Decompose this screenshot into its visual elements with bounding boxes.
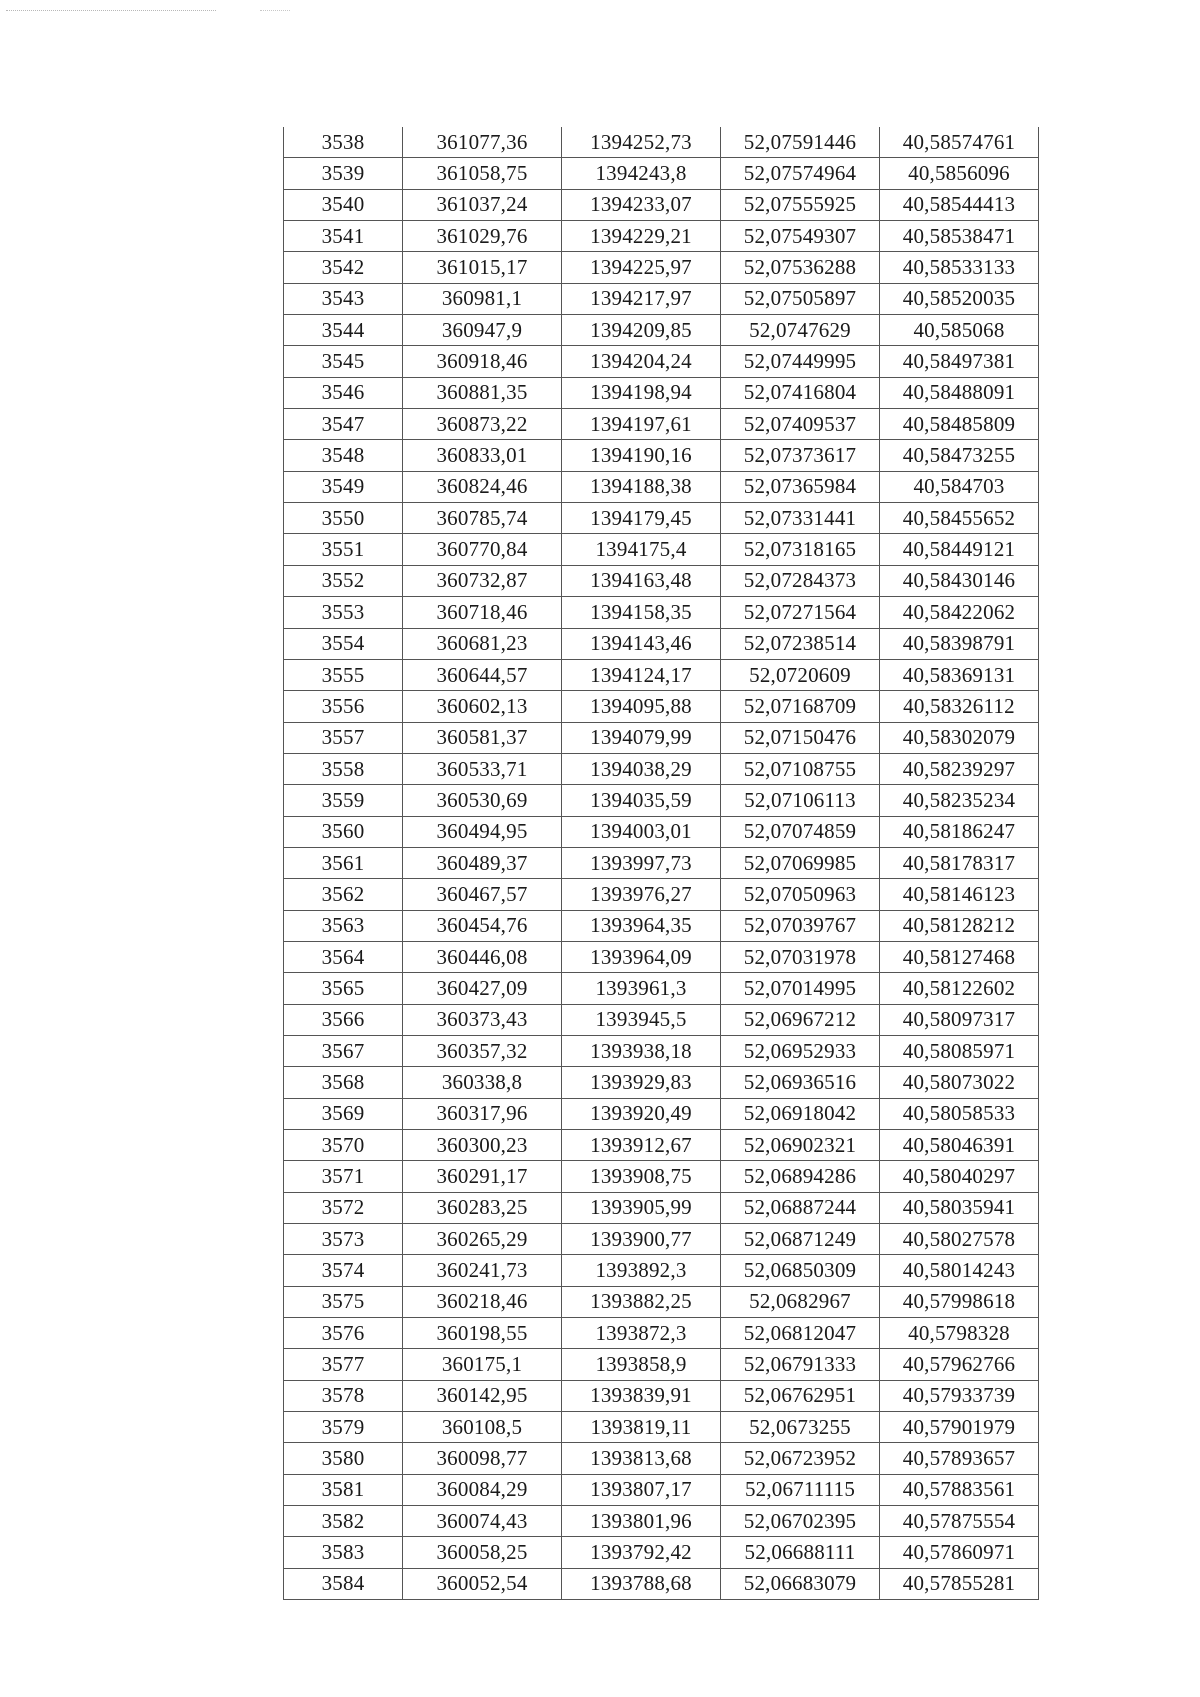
table-cell: 360108,5 [403, 1412, 562, 1443]
table-cell: 3572 [284, 1192, 403, 1223]
table-cell: 52,07106113 [721, 785, 880, 816]
table-cell: 52,07574964 [721, 158, 880, 189]
table-cell: 1393819,11 [562, 1412, 721, 1443]
table-cell: 1394003,01 [562, 816, 721, 847]
table-cell: 1394190,16 [562, 440, 721, 471]
table-cell: 360373,43 [403, 1004, 562, 1035]
table-row [284, 377, 1039, 408]
table-cell: 40,58122602 [880, 973, 1039, 1004]
table-cell: 40,57883561 [880, 1474, 1039, 1505]
table-cell: 3538 [284, 127, 403, 158]
table-cell: 360241,73 [403, 1255, 562, 1286]
table-cell: 1393945,5 [562, 1004, 721, 1035]
table-cell: 52,07284373 [721, 565, 880, 596]
table-row [284, 1255, 1039, 1286]
table-row [284, 1349, 1039, 1380]
table-cell: 3553 [284, 597, 403, 628]
table-cell: 3557 [284, 722, 403, 753]
table-cell: 3550 [284, 503, 403, 534]
table-cell: 40,58369131 [880, 659, 1039, 690]
table-cell: 360317,96 [403, 1098, 562, 1129]
coordinates-table [283, 127, 1039, 1600]
table-cell: 1393801,96 [562, 1506, 721, 1537]
table-cell: 3581 [284, 1474, 403, 1505]
table-cell: 40,58073022 [880, 1067, 1039, 1098]
table-cell: 40,58449121 [880, 534, 1039, 565]
table-cell: 52,06762951 [721, 1380, 880, 1411]
table-cell: 3574 [284, 1255, 403, 1286]
table-cell: 1393792,42 [562, 1537, 721, 1568]
table-cell: 3552 [284, 565, 403, 596]
table-row [284, 628, 1039, 659]
table-cell: 360533,71 [403, 753, 562, 784]
table-cell: 3539 [284, 158, 403, 189]
table-row [284, 189, 1039, 220]
table-cell: 52,07449995 [721, 346, 880, 377]
table-row [284, 910, 1039, 941]
table-cell: 360052,54 [403, 1568, 562, 1599]
table-row [284, 1224, 1039, 1255]
table-cell: 52,06918042 [721, 1098, 880, 1129]
table-row [284, 565, 1039, 596]
table-cell: 52,07238514 [721, 628, 880, 659]
table-cell: 52,06683079 [721, 1568, 880, 1599]
table-cell: 40,58544413 [880, 189, 1039, 220]
table-cell: 1393788,68 [562, 1568, 721, 1599]
table-cell: 360644,57 [403, 659, 562, 690]
table-cell: 3578 [284, 1380, 403, 1411]
table-cell: 40,58520035 [880, 283, 1039, 314]
table-cell: 40,58040297 [880, 1161, 1039, 1192]
table-cell: 40,58235234 [880, 785, 1039, 816]
table-cell: 40,58085971 [880, 1035, 1039, 1066]
table-cell: 360218,46 [403, 1286, 562, 1317]
table-cell: 360681,23 [403, 628, 562, 659]
table-cell: 3559 [284, 785, 403, 816]
table-cell: 1393929,83 [562, 1067, 721, 1098]
table-cell: 360074,43 [403, 1506, 562, 1537]
table-cell: 1394217,97 [562, 283, 721, 314]
table-cell: 40,58239297 [880, 753, 1039, 784]
table-cell: 1393976,27 [562, 879, 721, 910]
table-cell: 1394209,85 [562, 315, 721, 346]
table-cell: 1394158,35 [562, 597, 721, 628]
table-row [284, 1412, 1039, 1443]
table-cell: 40,58430146 [880, 565, 1039, 596]
table-cell: 360494,95 [403, 816, 562, 847]
table-cell: 360581,37 [403, 722, 562, 753]
table-cell: 3543 [284, 283, 403, 314]
table-cell: 1394038,29 [562, 753, 721, 784]
table-row [284, 221, 1039, 252]
table-cell: 3544 [284, 315, 403, 346]
table-cell: 360732,87 [403, 565, 562, 596]
table-cell: 52,06902321 [721, 1130, 880, 1161]
table-cell: 40,57962766 [880, 1349, 1039, 1380]
table-cell: 52,07416804 [721, 377, 880, 408]
table-cell: 360918,46 [403, 346, 562, 377]
table-cell: 3562 [284, 879, 403, 910]
table-cell: 3583 [284, 1537, 403, 1568]
table-cell: 52,06723952 [721, 1443, 880, 1474]
table-cell: 52,07031978 [721, 941, 880, 972]
table-cell: 40,57998618 [880, 1286, 1039, 1317]
table-row [284, 597, 1039, 628]
table-cell: 360824,46 [403, 471, 562, 502]
table-cell: 3558 [284, 753, 403, 784]
table-cell: 52,07074859 [721, 816, 880, 847]
table-cell: 40,58398791 [880, 628, 1039, 659]
table-cell: 52,06688111 [721, 1537, 880, 1568]
table-cell: 1394233,07 [562, 189, 721, 220]
table-cell: 3540 [284, 189, 403, 220]
table-cell: 52,06711115 [721, 1474, 880, 1505]
table-cell: 52,06812047 [721, 1318, 880, 1349]
table-cell: 360084,29 [403, 1474, 562, 1505]
table-cell: 40,58497381 [880, 346, 1039, 377]
table-cell: 40,58014243 [880, 1255, 1039, 1286]
table-cell: 1393908,75 [562, 1161, 721, 1192]
table-cell: 40,57855281 [880, 1568, 1039, 1599]
table-cell: 3551 [284, 534, 403, 565]
table-cell: 360489,37 [403, 847, 562, 878]
table-cell: 40,58097317 [880, 1004, 1039, 1035]
table-cell: 1394252,73 [562, 127, 721, 158]
table-cell: 360175,1 [403, 1349, 562, 1380]
table-cell: 3584 [284, 1568, 403, 1599]
table-cell: 360833,01 [403, 440, 562, 471]
table-row [284, 158, 1039, 189]
table-row [284, 722, 1039, 753]
table-cell: 1394229,21 [562, 221, 721, 252]
table-row [284, 283, 1039, 314]
table-cell: 360530,69 [403, 785, 562, 816]
table-cell: 40,58128212 [880, 910, 1039, 941]
table-cell: 1393964,09 [562, 941, 721, 972]
table-cell: 360098,77 [403, 1443, 562, 1474]
scan-artifact [260, 10, 290, 12]
table-row [284, 1004, 1039, 1035]
table-row [284, 1192, 1039, 1223]
table-row [284, 847, 1039, 878]
table-cell: 360446,08 [403, 941, 562, 972]
table-row [284, 753, 1039, 784]
table-cell: 3575 [284, 1286, 403, 1317]
table-cell: 360198,55 [403, 1318, 562, 1349]
table-row [284, 1380, 1039, 1411]
table-cell: 52,06850309 [721, 1255, 880, 1286]
table-cell: 40,58178317 [880, 847, 1039, 878]
table-cell: 360357,32 [403, 1035, 562, 1066]
table-cell: 3563 [284, 910, 403, 941]
table-cell: 3576 [284, 1318, 403, 1349]
table-cell: 3547 [284, 409, 403, 440]
table-cell: 361077,36 [403, 127, 562, 158]
table-cell: 40,58127468 [880, 941, 1039, 972]
table-cell: 3561 [284, 847, 403, 878]
table-cell: 3560 [284, 816, 403, 847]
table-cell: 40,58455652 [880, 503, 1039, 534]
table-cell: 3566 [284, 1004, 403, 1035]
table-cell: 360427,09 [403, 973, 562, 1004]
table-cell: 40,58046391 [880, 1130, 1039, 1161]
table-cell: 52,0673255 [721, 1412, 880, 1443]
table-cell: 40,57901979 [880, 1412, 1039, 1443]
table-cell: 52,07409537 [721, 409, 880, 440]
table-cell: 360338,8 [403, 1067, 562, 1098]
table-cell: 360981,1 [403, 283, 562, 314]
table-cell: 52,0682967 [721, 1286, 880, 1317]
table-cell: 1394035,59 [562, 785, 721, 816]
table-cell: 40,58422062 [880, 597, 1039, 628]
table-cell: 3582 [284, 1506, 403, 1537]
table-cell: 3545 [284, 346, 403, 377]
table-cell: 360291,17 [403, 1161, 562, 1192]
table-cell: 1393997,73 [562, 847, 721, 878]
table-cell: 360058,25 [403, 1537, 562, 1568]
table-cell: 52,07108755 [721, 753, 880, 784]
table-cell: 1394225,97 [562, 252, 721, 283]
table-cell: 40,58485809 [880, 409, 1039, 440]
table-row [284, 1161, 1039, 1192]
table-row [284, 816, 1039, 847]
table-cell: 3569 [284, 1098, 403, 1129]
table-cell: 1394179,45 [562, 503, 721, 534]
table-cell: 52,07014995 [721, 973, 880, 1004]
table-cell: 360785,74 [403, 503, 562, 534]
table-cell: 52,06887244 [721, 1192, 880, 1223]
table-cell: 1393900,77 [562, 1224, 721, 1255]
table-cell: 40,58574761 [880, 127, 1039, 158]
table-cell: 52,07365984 [721, 471, 880, 502]
table-cell: 52,06936516 [721, 1067, 880, 1098]
table-row [284, 315, 1039, 346]
table-cell: 1393813,68 [562, 1443, 721, 1474]
table-cell: 1393961,3 [562, 973, 721, 1004]
table-row [284, 440, 1039, 471]
table-cell: 52,0747629 [721, 315, 880, 346]
table-cell: 1394079,99 [562, 722, 721, 753]
table-cell: 361058,75 [403, 158, 562, 189]
table-cell: 40,58473255 [880, 440, 1039, 471]
table-cell: 40,58186247 [880, 816, 1039, 847]
table-cell: 360602,13 [403, 691, 562, 722]
table-cell: 1394197,61 [562, 409, 721, 440]
table-cell: 52,06894286 [721, 1161, 880, 1192]
table-cell: 360881,35 [403, 377, 562, 408]
table-row [284, 659, 1039, 690]
table-cell: 1394243,8 [562, 158, 721, 189]
table-cell: 1393872,3 [562, 1318, 721, 1349]
scan-artifact [6, 10, 216, 12]
table-cell: 1394163,48 [562, 565, 721, 596]
table-cell: 40,58326112 [880, 691, 1039, 722]
table-cell: 52,07271564 [721, 597, 880, 628]
table-cell: 1393912,67 [562, 1130, 721, 1161]
table-cell: 52,07536288 [721, 252, 880, 283]
table-cell: 40,58302079 [880, 722, 1039, 753]
table-cell: 52,07150476 [721, 722, 880, 753]
table-cell: 52,06952933 [721, 1035, 880, 1066]
table-cell: 3542 [284, 252, 403, 283]
table-row [284, 1130, 1039, 1161]
table-row [284, 785, 1039, 816]
table-cell: 3565 [284, 973, 403, 1004]
table-row [284, 346, 1039, 377]
table-cell: 52,06967212 [721, 1004, 880, 1035]
table-row [284, 127, 1039, 158]
table-row [284, 1035, 1039, 1066]
table-cell: 3579 [284, 1412, 403, 1443]
table-cell: 52,06791333 [721, 1349, 880, 1380]
table-cell: 3564 [284, 941, 403, 972]
table-cell: 1393839,91 [562, 1380, 721, 1411]
table-cell: 52,07318165 [721, 534, 880, 565]
table-cell: 1393892,3 [562, 1255, 721, 1286]
table-row [284, 941, 1039, 972]
table-cell: 52,07168709 [721, 691, 880, 722]
table-cell: 360718,46 [403, 597, 562, 628]
table-cell: 3546 [284, 377, 403, 408]
table-cell: 40,58533133 [880, 252, 1039, 283]
table-cell: 1393938,18 [562, 1035, 721, 1066]
table-row [284, 1568, 1039, 1599]
table-cell: 3577 [284, 1349, 403, 1380]
table-cell: 1394204,24 [562, 346, 721, 377]
table-cell: 360142,95 [403, 1380, 562, 1411]
table-cell: 360283,25 [403, 1192, 562, 1223]
table-cell: 40,57875554 [880, 1506, 1039, 1537]
table-row [284, 1067, 1039, 1098]
table-cell: 52,07069985 [721, 847, 880, 878]
table-cell: 40,5798328 [880, 1318, 1039, 1349]
table-cell: 361015,17 [403, 252, 562, 283]
table-cell: 360265,29 [403, 1224, 562, 1255]
table-row [284, 409, 1039, 440]
table-cell: 3568 [284, 1067, 403, 1098]
table-cell: 3549 [284, 471, 403, 502]
table-cell: 40,58035941 [880, 1192, 1039, 1223]
table-cell: 1394175,4 [562, 534, 721, 565]
table-cell: 52,07555925 [721, 189, 880, 220]
table-cell: 360873,22 [403, 409, 562, 440]
table-cell: 40,58146123 [880, 879, 1039, 910]
table-cell: 52,06871249 [721, 1224, 880, 1255]
table-cell: 3556 [284, 691, 403, 722]
table-row [284, 1474, 1039, 1505]
table-cell: 40,57933739 [880, 1380, 1039, 1411]
table-cell: 1393905,99 [562, 1192, 721, 1223]
table-cell: 360770,84 [403, 534, 562, 565]
table-row [284, 1286, 1039, 1317]
table-cell: 3580 [284, 1443, 403, 1474]
table-row [284, 691, 1039, 722]
table-cell: 3567 [284, 1035, 403, 1066]
table-row [284, 1506, 1039, 1537]
table-cell: 52,07039767 [721, 910, 880, 941]
table-cell: 40,57860971 [880, 1537, 1039, 1568]
table-cell: 3554 [284, 628, 403, 659]
table-cell: 40,584703 [880, 471, 1039, 502]
table-cell: 1393882,25 [562, 1286, 721, 1317]
table-row [284, 1443, 1039, 1474]
table-cell: 361029,76 [403, 221, 562, 252]
table-cell: 40,585068 [880, 315, 1039, 346]
table-cell: 3548 [284, 440, 403, 471]
table-cell: 52,0720609 [721, 659, 880, 690]
table-row [284, 471, 1039, 502]
table-row [284, 252, 1039, 283]
table-cell: 52,07373617 [721, 440, 880, 471]
table-cell: 52,07331441 [721, 503, 880, 534]
coordinates-table-body [284, 127, 1039, 1600]
table-cell: 360947,9 [403, 315, 562, 346]
table-cell: 40,58058533 [880, 1098, 1039, 1129]
table-cell: 1393964,35 [562, 910, 721, 941]
table-cell: 1394095,88 [562, 691, 721, 722]
table-cell: 3555 [284, 659, 403, 690]
table-cell: 40,58538471 [880, 221, 1039, 252]
table-cell: 360454,76 [403, 910, 562, 941]
table-cell: 360300,23 [403, 1130, 562, 1161]
table-cell: 3541 [284, 221, 403, 252]
table-cell: 1394198,94 [562, 377, 721, 408]
table-cell: 40,57893657 [880, 1443, 1039, 1474]
table-cell: 3570 [284, 1130, 403, 1161]
table-cell: 1393920,49 [562, 1098, 721, 1129]
table-cell: 52,07549307 [721, 221, 880, 252]
table-row [284, 879, 1039, 910]
table-cell: 3571 [284, 1161, 403, 1192]
table-cell: 40,58027578 [880, 1224, 1039, 1255]
table-row [284, 1537, 1039, 1568]
table-cell: 52,07591446 [721, 127, 880, 158]
table-cell: 40,58488091 [880, 377, 1039, 408]
table-row [284, 973, 1039, 1004]
table-cell: 52,07505897 [721, 283, 880, 314]
table-cell: 360467,57 [403, 879, 562, 910]
table-row [284, 1318, 1039, 1349]
table-row [284, 1098, 1039, 1129]
table-row [284, 503, 1039, 534]
table-cell: 1394188,38 [562, 471, 721, 502]
table-row [284, 534, 1039, 565]
table-cell: 1393807,17 [562, 1474, 721, 1505]
table-cell: 3573 [284, 1224, 403, 1255]
table-cell: 52,07050963 [721, 879, 880, 910]
table-cell: 40,5856096 [880, 158, 1039, 189]
table-cell: 1394143,46 [562, 628, 721, 659]
table-cell: 361037,24 [403, 189, 562, 220]
table-cell: 1394124,17 [562, 659, 721, 690]
table-cell: 1393858,9 [562, 1349, 721, 1380]
table-cell: 52,06702395 [721, 1506, 880, 1537]
